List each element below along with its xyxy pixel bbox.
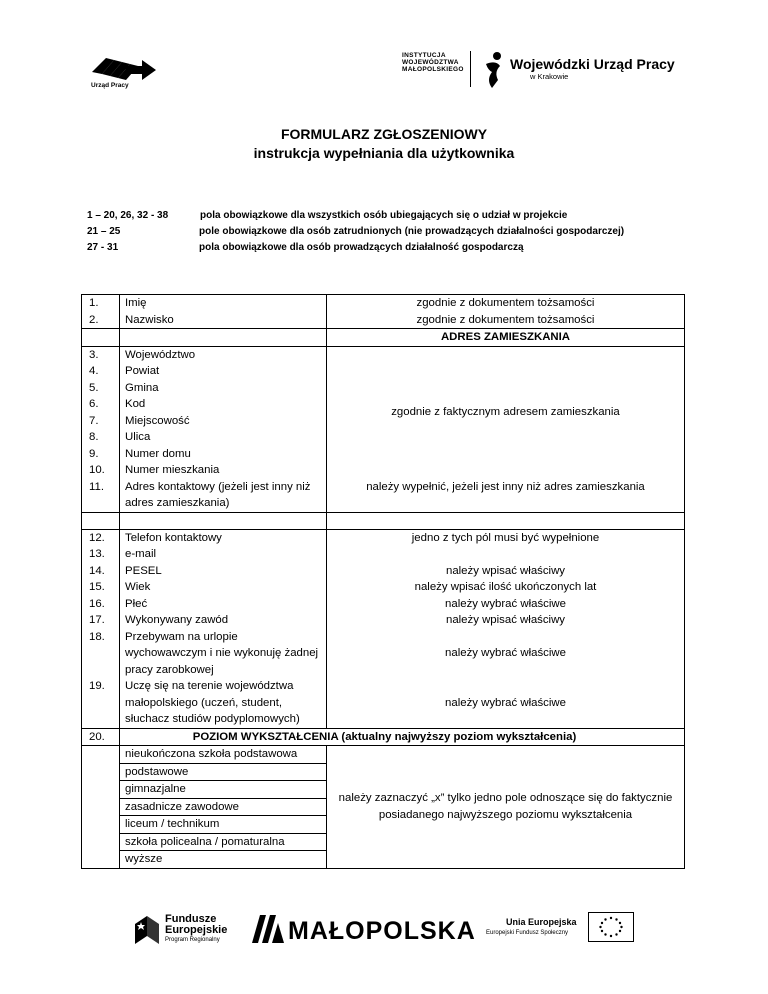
education-levels-cell xyxy=(120,746,327,869)
ue-subtitle: Europejski Fundusz Społeczny xyxy=(486,930,569,936)
field-description: należy wypełnić, jeżeli jest inny niż adres zamieszkania xyxy=(327,479,685,513)
table-row: 10. Numer mieszkania xyxy=(82,462,685,479)
legend-range-1: 1 – 20, 26, 32 - 38 xyxy=(87,210,169,221)
table-row xyxy=(82,346,685,363)
fe-title: Fundusze Europejskie xyxy=(165,913,228,936)
table-row: 18. Przebywam na urlopie wychowawczym i nie wykonuję żadnej pracy zarobkowej należy wybrać właściwe xyxy=(82,629,685,679)
legend-text-2: pole obowiązkowe dla osób zatrudnionych (nie prowadzących działalności gospodarczej) xyxy=(199,226,625,237)
wup-figure-icon xyxy=(480,50,506,90)
table-row: 11. Adres kontaktowy (jeżeli jest inny niż adres zamieszkania) należy wypełnić, jeżeli jest inny niż adres zamieszkania xyxy=(82,479,685,513)
table-row: 7. Miejscowość xyxy=(82,413,685,430)
field-description: należy wybrać właściwe xyxy=(327,629,685,679)
field-label: Płeć xyxy=(120,596,327,613)
table-row: 9. Numer domu xyxy=(82,446,685,463)
education-level: liceum / technikum xyxy=(120,816,326,834)
table-row xyxy=(82,329,685,347)
field-label: Wiek xyxy=(120,579,327,596)
legend-text-3: pola obowiązkowe dla osób prowadzących działalność gospodarczą xyxy=(199,242,524,253)
legend-text-1: pola obowiązkowe dla wszystkich osób ubiegających się o udział w projekcie xyxy=(200,210,568,221)
field-label: e-mail xyxy=(120,546,327,563)
field-label: Przebywam na urlopie wychowawczym i nie wykonuję żadnej pracy zarobkowej xyxy=(120,629,327,679)
table-row xyxy=(82,295,685,312)
form-title: FORMULARZ ZGŁOSZENIOWY xyxy=(280,126,488,142)
education-description: należy zaznaczyć „x” tylko jedno pole odnoszące się do faktycznie posiadanego najwyższego poziomu wykształcenia xyxy=(327,746,685,869)
wup-title: Wojewódzki Urząd Pracy xyxy=(510,56,675,72)
field-label: Powiat xyxy=(120,363,327,380)
fe-program: Program Regionalny xyxy=(165,937,220,943)
institution-label: INSTYTUCJA WOJEWÓDZTWA MAŁOPOLSKIEGO xyxy=(402,52,464,73)
header-divider xyxy=(470,51,471,87)
legend-range-2: 21 – 25 xyxy=(87,226,121,237)
field-label: Numer domu xyxy=(120,446,327,463)
table-row: 15. Wiek należy wpisać ilość ukończonych lat xyxy=(82,579,685,596)
table-row: 8. Ulica xyxy=(82,429,685,446)
table-row: 6. Kod xyxy=(82,396,685,413)
table-row: 20. POZIOM WYKSZTAŁCENIA (aktualny najwyższy poziom wykształcenia) xyxy=(82,728,685,746)
field-label: Imię xyxy=(120,295,327,312)
field-label: PESEL xyxy=(120,563,327,580)
wup-subtitle: w Krakowie xyxy=(530,72,569,81)
table-row: 19. Uczę się na terenie województwa małopolskiego (uczeń, student, słuchacz studiów podyplomowych) należy wybrać właściwe xyxy=(82,678,685,728)
education-level: wyższe xyxy=(125,853,163,865)
field-label: Adres kontaktowy (jeżeli jest inny niż adres zamieszkania) xyxy=(120,479,327,513)
field-label: Miejscowość xyxy=(120,413,327,430)
field-description: należy wybrać właściwe xyxy=(327,678,685,728)
field-label: Wykonywany zawód xyxy=(120,612,327,629)
eu-flag-icon xyxy=(588,912,634,942)
table-row: 5. Gmina xyxy=(82,380,685,397)
field-description: należy wpisać ilość ukończonych lat xyxy=(327,579,685,596)
row-number: 1. xyxy=(82,295,120,312)
field-description: jedno z tych pól musi być wypełnione xyxy=(327,529,685,546)
table-row: 16. Płeć należy wybrać właściwe xyxy=(82,596,685,613)
malopolska-logo-icon xyxy=(252,915,284,943)
field-label: Gmina xyxy=(120,380,327,397)
field-label: Nazwisko xyxy=(120,312,327,329)
row-number: 3. xyxy=(82,346,120,363)
field-description: zgodnie z dokumentem tożsamości xyxy=(327,312,685,329)
education-level: nieukończona szkoła podstawowa xyxy=(120,746,326,764)
row-number: 2. xyxy=(82,312,120,329)
education-level: zasadnicze zawodowe xyxy=(120,799,326,817)
address-section-header: ADRES ZAMIESZKANIA xyxy=(327,329,685,347)
education-level: gimnazjalne xyxy=(120,781,326,799)
field-description: należy wybrać właściwe xyxy=(327,596,685,613)
education-level: podstawowe xyxy=(120,764,326,782)
table-row xyxy=(82,746,685,869)
field-label: Województwo xyxy=(120,346,327,363)
education-section-header: POZIOM WYKSZTAŁCENIA (aktualny najwyższy poziom wykształcenia) xyxy=(120,728,685,746)
urzad-pracy-label: Urząd Pracy xyxy=(91,82,129,89)
table-spacer-row xyxy=(82,512,685,529)
table-row: 12. Telefon kontaktowy jedno z tych pól musi być wypełnione xyxy=(82,529,685,546)
ue-title: Unia Europejska xyxy=(506,917,577,927)
table-row: 14. PESEL należy wpisać właściwy xyxy=(82,563,685,580)
table-row: 4. Powiat xyxy=(82,363,685,380)
table-row xyxy=(82,312,685,329)
field-description: zgodnie z dokumentem tożsamości xyxy=(327,295,685,312)
fundusze-europejskie-logo-icon xyxy=(133,912,161,946)
field-label: Telefon kontaktowy xyxy=(120,529,327,546)
field-description: zgodnie z faktycznym adresem zamieszkania xyxy=(327,346,685,479)
form-subtitle: instrukcja wypełniania dla użytkownika xyxy=(253,145,515,161)
table-row: 13. e-mail xyxy=(82,546,685,563)
table-row: 17. Wykonywany zawód należy wpisać właściwy xyxy=(82,612,685,629)
field-label: Numer mieszkania xyxy=(120,462,327,479)
field-description: należy wpisać właściwy xyxy=(327,612,685,629)
education-level: szkoła policealna / pomaturalna xyxy=(120,834,326,852)
malopolska-text: MAŁOPOLSKA xyxy=(288,917,476,945)
legend-range-3: 27 - 31 xyxy=(87,242,119,253)
field-description: należy wpisać właściwy xyxy=(327,563,685,580)
field-label: Kod xyxy=(120,396,327,413)
field-label: Uczę się na terenie województwa małopolskiego (uczeń, student, słuchacz studiów podyplomowych) xyxy=(120,678,327,728)
field-label: Ulica xyxy=(120,429,327,446)
form-fields-table xyxy=(81,294,685,869)
